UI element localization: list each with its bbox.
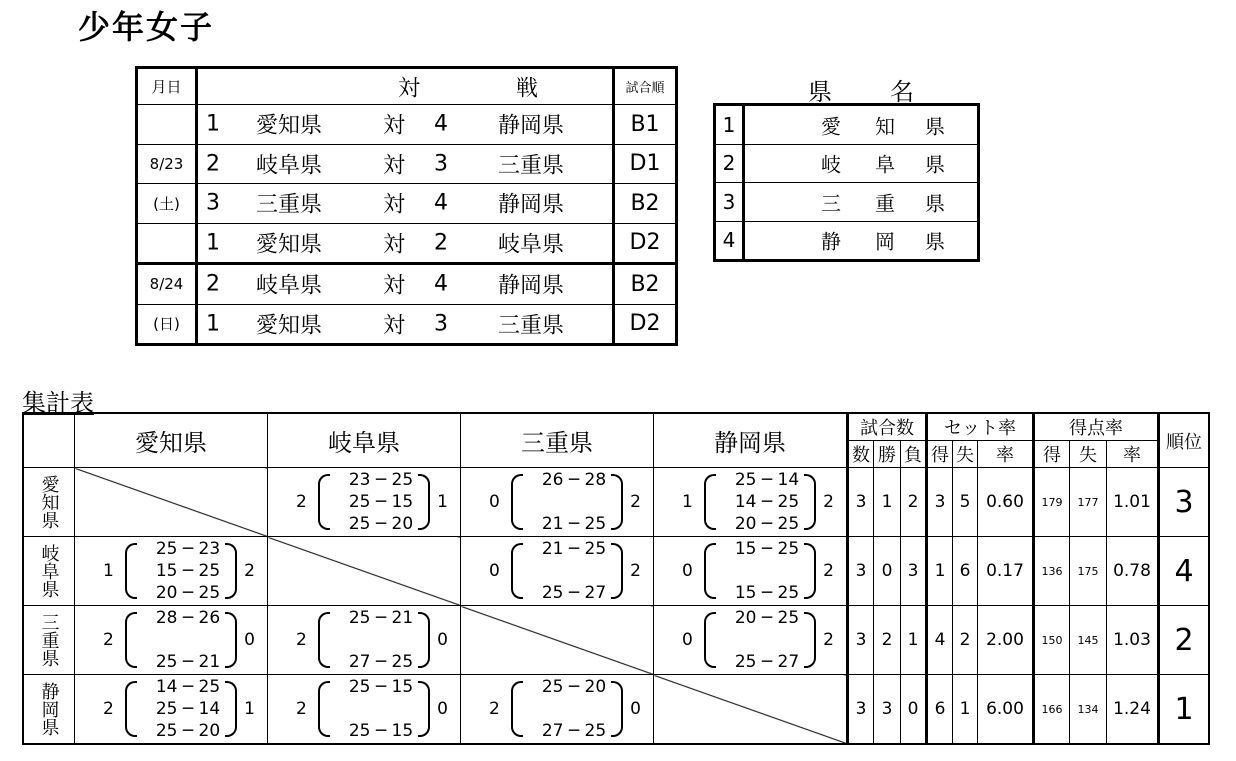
bracket-left — [318, 681, 330, 737]
bracket-right — [804, 612, 816, 668]
col-header-shizuoka: 静岡県 — [654, 413, 848, 468]
team-a-no: 3 — [206, 190, 220, 216]
points-won: 150 — [1034, 606, 1070, 675]
self-match-cell — [75, 468, 268, 537]
match-result-cell — [268, 468, 461, 537]
sets-left: 2 — [296, 630, 307, 650]
team-b: 静岡県 — [498, 192, 565, 218]
points-lost: 175 — [1070, 537, 1107, 606]
bracket-right — [225, 612, 237, 668]
sets-won: 1 — [927, 537, 953, 606]
prefecture-no: 3 — [715, 183, 744, 222]
bracket-left — [704, 474, 716, 530]
sets-right: 0 — [244, 630, 255, 650]
point-rate: 1.03 — [1107, 606, 1159, 675]
corner-cell — [23, 413, 75, 468]
bracket-right — [611, 681, 623, 737]
prefecture-char-3: 県 — [925, 152, 945, 177]
prefecture-char-1: 静 — [821, 229, 841, 254]
self-match-cell — [461, 606, 654, 675]
count-header: 数 — [848, 441, 874, 468]
points-won: 136 — [1034, 537, 1070, 606]
prefecture-name — [744, 183, 979, 222]
team-b-no: 3 — [434, 151, 448, 177]
wins-count: 0 — [874, 537, 901, 606]
team-a-no: 1 — [206, 311, 220, 337]
bracket-left — [125, 543, 137, 599]
team-a: 岐阜県 — [256, 273, 323, 299]
set-score-3: 20 ─ 25 — [734, 514, 800, 534]
set-score-1: 26 ─ 28 — [541, 470, 607, 490]
set-score-3: 21 ─ 25 — [541, 514, 607, 534]
sets-right: 2 — [823, 630, 834, 650]
versus: 対 — [383, 232, 406, 258]
bracket-right — [804, 543, 816, 599]
prefecture-char-1: 三 — [821, 191, 841, 216]
col-header-gifu: 岐阜県 — [268, 413, 461, 468]
prefecture-char-3: 県 — [925, 191, 945, 216]
match-header-1: 対 — [398, 76, 421, 101]
prefecture-table — [713, 103, 980, 262]
col-header-mie: 三重県 — [461, 413, 654, 468]
versus: 対 — [383, 313, 406, 339]
set-rate: 0.17 — [978, 537, 1034, 606]
prefecture-char-2: 知 — [875, 114, 895, 139]
sets-left: 2 — [296, 699, 307, 719]
bracket-left — [511, 474, 523, 530]
sets-right: 2 — [823, 492, 834, 512]
rank-value: 4 — [1159, 537, 1210, 606]
set-rate: 6.00 — [978, 675, 1034, 745]
sets-lost: 1 — [953, 675, 978, 745]
row-team-label — [23, 675, 75, 745]
schedule-table — [135, 66, 678, 346]
bracket-left — [318, 474, 330, 530]
set-score-2: 14 ─ 25 — [734, 492, 800, 512]
loss-header: 負 — [901, 441, 927, 468]
match-result-cell — [75, 675, 268, 745]
bracket-right — [418, 612, 430, 668]
prefecture-char-2: 重 — [875, 191, 895, 216]
set-score-1: 14 ─ 25 — [155, 677, 221, 697]
set-rate: 0.60 — [978, 468, 1034, 537]
match-date: (土) — [137, 184, 197, 224]
team-b: 静岡県 — [498, 113, 565, 139]
match-pairing — [197, 304, 614, 345]
match-order: B2 — [614, 184, 677, 224]
team-a-no: 2 — [206, 151, 220, 177]
sets-header: セット率 — [927, 413, 1034, 441]
match-date: 8/24 — [137, 264, 197, 305]
match-result-cell — [75, 537, 268, 606]
prefecture-char-3: 県 — [925, 114, 945, 139]
set-score-3: 25 ─ 27 — [541, 583, 607, 603]
sets-left: 0 — [682, 630, 693, 650]
match-date: 8/23 — [137, 144, 197, 184]
prefecture-name — [744, 221, 979, 261]
matches-count: 3 — [848, 606, 874, 675]
rank-value: 3 — [1159, 468, 1210, 537]
set-score-2: 25 ─ 14 — [155, 699, 221, 719]
sets-left: 1 — [103, 561, 114, 581]
match-result-cell — [268, 606, 461, 675]
row-team-label — [23, 537, 75, 606]
set-score-3: 27 ─ 25 — [348, 652, 414, 672]
match-result-cell — [654, 537, 848, 606]
match-result-cell — [268, 675, 461, 745]
set-score-3: 25 ─ 20 — [155, 721, 221, 741]
wins-count: 2 — [874, 606, 901, 675]
set-score-3: 25 ─ 27 — [734, 652, 800, 672]
bracket-right — [611, 474, 623, 530]
team-b: 岐阜県 — [498, 232, 565, 258]
points-lost: 145 — [1070, 606, 1107, 675]
prefecture-name — [744, 144, 979, 183]
set-score-2: 25 ─ 15 — [348, 492, 414, 512]
matches-count: 3 — [848, 675, 874, 745]
page-title: 少年女子 — [78, 8, 215, 46]
team-b-no: 4 — [434, 111, 448, 137]
team-a: 愛知県 — [256, 113, 323, 139]
versus: 対 — [383, 273, 406, 299]
team-a: 愛知県 — [256, 313, 323, 339]
bracket-right — [611, 543, 623, 599]
set-rate: 2.00 — [978, 606, 1034, 675]
row-team-label — [23, 606, 75, 675]
points-lost: 134 — [1070, 675, 1107, 745]
set-score-1: 21 ─ 25 — [541, 539, 607, 559]
sets-left: 2 — [489, 699, 500, 719]
team-b: 三重県 — [498, 313, 565, 339]
team-b-no: 3 — [434, 311, 448, 337]
match-result-cell — [461, 675, 654, 745]
summary-table — [22, 412, 1210, 745]
sets-right: 1 — [244, 699, 255, 719]
prefecture-header — [808, 72, 914, 107]
set-score-1: 25 ─ 23 — [155, 539, 221, 559]
match-order: B1 — [614, 105, 677, 145]
team-a: 三重県 — [256, 192, 323, 218]
matches-header: 試合数 — [848, 413, 927, 441]
set-score-3: 27 ─ 25 — [541, 721, 607, 741]
losses-count: 1 — [901, 606, 927, 675]
team-a: 愛知県 — [256, 232, 323, 258]
self-match-cell — [654, 675, 848, 745]
sets-left: 0 — [682, 561, 693, 581]
bracket-right — [225, 681, 237, 737]
team-a-no: 1 — [206, 111, 220, 137]
bracket-left — [704, 543, 716, 599]
sets-right: 1 — [437, 492, 448, 512]
team-b: 静岡県 — [498, 273, 565, 299]
bracket-left — [511, 681, 523, 737]
sets-right: 2 — [244, 561, 255, 581]
matches-count: 3 — [848, 468, 874, 537]
set-lost-header: 失 — [953, 441, 978, 468]
prefecture-char-1: 愛 — [821, 114, 841, 139]
prefecture-no: 4 — [715, 221, 744, 261]
match-order: D2 — [614, 223, 677, 264]
match-pairing — [197, 144, 614, 184]
prefecture-char-1: 岐 — [821, 152, 841, 177]
set-score-2: 15 ─ 25 — [155, 561, 221, 581]
match-pairing — [197, 105, 614, 145]
sets-right: 2 — [823, 561, 834, 581]
match-order: D2 — [614, 304, 677, 345]
losses-count: 3 — [901, 537, 927, 606]
set-score-1: 15 ─ 25 — [734, 539, 800, 559]
match-pairing — [197, 184, 614, 224]
bracket-left — [511, 543, 523, 599]
matches-count: 3 — [848, 537, 874, 606]
team-b-no: 4 — [434, 190, 448, 216]
prefecture-char-3: 県 — [925, 229, 945, 254]
sets-won: 3 — [927, 468, 953, 537]
pt-rate-header: 率 — [1107, 441, 1159, 468]
pt-lost-header: 失 — [1070, 441, 1107, 468]
set-score-1: 20 ─ 25 — [734, 608, 800, 628]
prefecture-name — [744, 105, 979, 145]
set-score-1: 25 ─ 20 — [541, 677, 607, 697]
sets-right: 2 — [630, 561, 641, 581]
match-date — [137, 105, 197, 145]
set-score-3: 25 ─ 21 — [155, 652, 221, 672]
sets-right: 0 — [437, 630, 448, 650]
match-header — [197, 68, 614, 105]
rank-value: 2 — [1159, 606, 1210, 675]
match-result-cell — [654, 606, 848, 675]
team-b-no: 2 — [434, 230, 448, 256]
sets-won: 6 — [927, 675, 953, 745]
set-score-1: 25 ─ 15 — [348, 677, 414, 697]
row-team-name: 静岡県 — [38, 682, 60, 736]
bracket-left — [318, 612, 330, 668]
row-team-name: 三重県 — [38, 613, 60, 667]
sets-left: 2 — [296, 492, 307, 512]
points-lost: 177 — [1070, 468, 1107, 537]
match-result-cell — [654, 468, 848, 537]
match-order: B2 — [614, 264, 677, 305]
sets-left: 0 — [489, 561, 500, 581]
sets-lost: 6 — [953, 537, 978, 606]
match-date: (日) — [137, 304, 197, 345]
set-score-1: 25 ─ 14 — [734, 470, 800, 490]
row-team-name: 岐阜県 — [38, 544, 60, 598]
pt-won-header: 得 — [1034, 441, 1070, 468]
match-order: D1 — [614, 144, 677, 184]
team-b-no: 4 — [434, 271, 448, 297]
date-header: 月日 — [137, 68, 197, 105]
set-rate-header: 率 — [978, 441, 1034, 468]
prefecture-no: 1 — [715, 105, 744, 145]
point-rate: 0.78 — [1107, 537, 1159, 606]
prefecture-char-2: 阜 — [875, 152, 895, 177]
col-header-aichi: 愛知県 — [75, 413, 268, 468]
prefecture-header-1: 県 — [808, 78, 832, 106]
bracket-right — [225, 543, 237, 599]
sets-left: 2 — [103, 699, 114, 719]
match-date — [137, 223, 197, 264]
set-score-1: 23 ─ 25 — [348, 470, 414, 490]
set-score-3: 15 ─ 25 — [734, 583, 800, 603]
wins-count: 3 — [874, 675, 901, 745]
bracket-right — [418, 681, 430, 737]
bracket-right — [418, 474, 430, 530]
point-rate: 1.24 — [1107, 675, 1159, 745]
sets-right: 0 — [437, 699, 448, 719]
bracket-left — [704, 612, 716, 668]
versus: 対 — [383, 192, 406, 218]
sets-right: 0 — [630, 699, 641, 719]
win-header: 勝 — [874, 441, 901, 468]
bracket-left — [125, 612, 137, 668]
versus: 対 — [383, 113, 406, 139]
sets-right: 2 — [630, 492, 641, 512]
losses-count: 0 — [901, 675, 927, 745]
match-result-cell — [461, 537, 654, 606]
match-pairing — [197, 264, 614, 305]
set-score-3: 25 ─ 15 — [348, 721, 414, 741]
sets-left: 0 — [489, 492, 500, 512]
prefecture-char-2: 岡 — [875, 229, 895, 254]
match-result-cell — [461, 468, 654, 537]
point-rate: 1.01 — [1107, 468, 1159, 537]
sets-left: 2 — [103, 630, 114, 650]
wins-count: 1 — [874, 468, 901, 537]
sets-lost: 2 — [953, 606, 978, 675]
points-won: 179 — [1034, 468, 1070, 537]
team-a: 岐阜県 — [256, 153, 323, 179]
set-score-1: 25 ─ 21 — [348, 608, 414, 628]
set-won-header: 得 — [927, 441, 953, 468]
sets-left: 1 — [682, 492, 693, 512]
rank-header: 順位 — [1159, 413, 1210, 468]
rank-value: 1 — [1159, 675, 1210, 745]
set-score-3: 20 ─ 25 — [155, 583, 221, 603]
prefecture-no: 2 — [715, 144, 744, 183]
set-score-3: 25 ─ 20 — [348, 514, 414, 534]
losses-count: 2 — [901, 468, 927, 537]
points-header: 得点率 — [1034, 413, 1159, 441]
bracket-left — [125, 681, 137, 737]
self-match-cell — [268, 537, 461, 606]
match-pairing — [197, 223, 614, 264]
summary-label: 集計表 — [22, 389, 94, 417]
row-team-name: 愛知県 — [38, 475, 60, 529]
row-team-label — [23, 468, 75, 537]
versus: 対 — [383, 153, 406, 179]
set-score-1: 28 ─ 26 — [155, 608, 221, 628]
sets-won: 4 — [927, 606, 953, 675]
sets-lost: 5 — [953, 468, 978, 537]
team-a-no: 1 — [206, 230, 220, 256]
bracket-right — [804, 474, 816, 530]
team-b: 三重県 — [498, 153, 565, 179]
prefecture-header-2: 名 — [890, 78, 914, 106]
order-header: 試合順 — [614, 68, 677, 105]
team-a-no: 2 — [206, 271, 220, 297]
match-header-2: 戦 — [516, 76, 539, 101]
points-won: 166 — [1034, 675, 1070, 745]
match-result-cell — [75, 606, 268, 675]
